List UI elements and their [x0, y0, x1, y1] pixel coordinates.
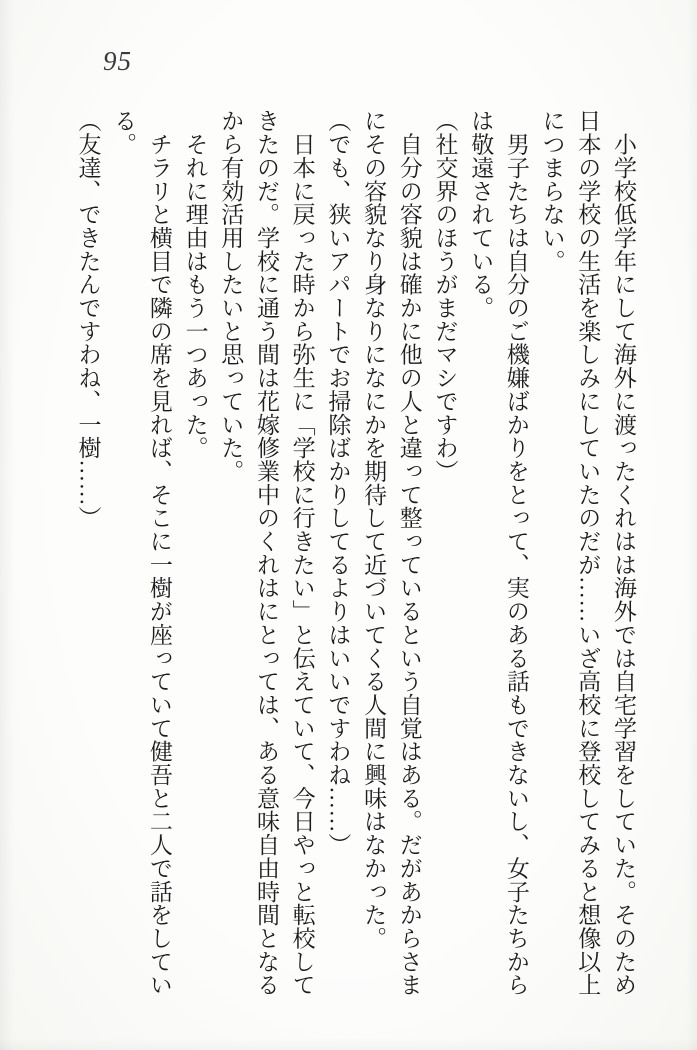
text-column-9: （でも、狭いアパートでお掃除ばかりしてるよりはいいですわね……） [325, 109, 351, 857]
text-column-14: チラリと横目で隣の席を見れば、そこに一樹が座っていて健吾と二人で話をしてい [146, 109, 172, 997]
text-column-10: 日本に戻った時から弥生に「学校に行きたい」と伝えていて、今日やっと転校して [289, 109, 315, 997]
text-column-6: （社交界のほうがまだマシですわ） [432, 109, 458, 483]
text-column-13: それに理由はもう一つあった。 [182, 109, 208, 460]
text-column-2: 日本の学校の生活を楽しみにしていたのだが……いざ高校に登校してみると想像以上 [575, 109, 601, 997]
body-text [70, 109, 641, 997]
text-column-11: きたのだ。学校に通う間は花嫁修業中のくれはにとっては、ある意味自由時間となる [253, 109, 279, 997]
text-column-7: 自分の容貌は確かに他の人と違って整っているという自覚はある。だがあからさま [396, 109, 422, 997]
text-column-4: 男子たちは自分のご機嫌ばかりをとって、実のある話もできないし、女子たちから [503, 109, 529, 997]
text-column-8: にその容貌なり身なりになにかを期待して近づいてくる人間に興味はなかった。 [361, 109, 387, 950]
text-column-3: につまらない。 [539, 109, 565, 273]
text-column-12: から有効活用したいと思っていた。 [218, 109, 244, 483]
text-column-16: （友達、できたんですわね、一樹……） [75, 109, 101, 530]
text-column-1: 小学校低学年にして海外に渡ったくれはは海外では自宅学習をしていた。そのため [611, 109, 636, 997]
text-column-5: は敬遠されている。 [468, 109, 494, 320]
page-number: 95 [103, 46, 132, 76]
text-column-15: る。 [111, 109, 137, 156]
